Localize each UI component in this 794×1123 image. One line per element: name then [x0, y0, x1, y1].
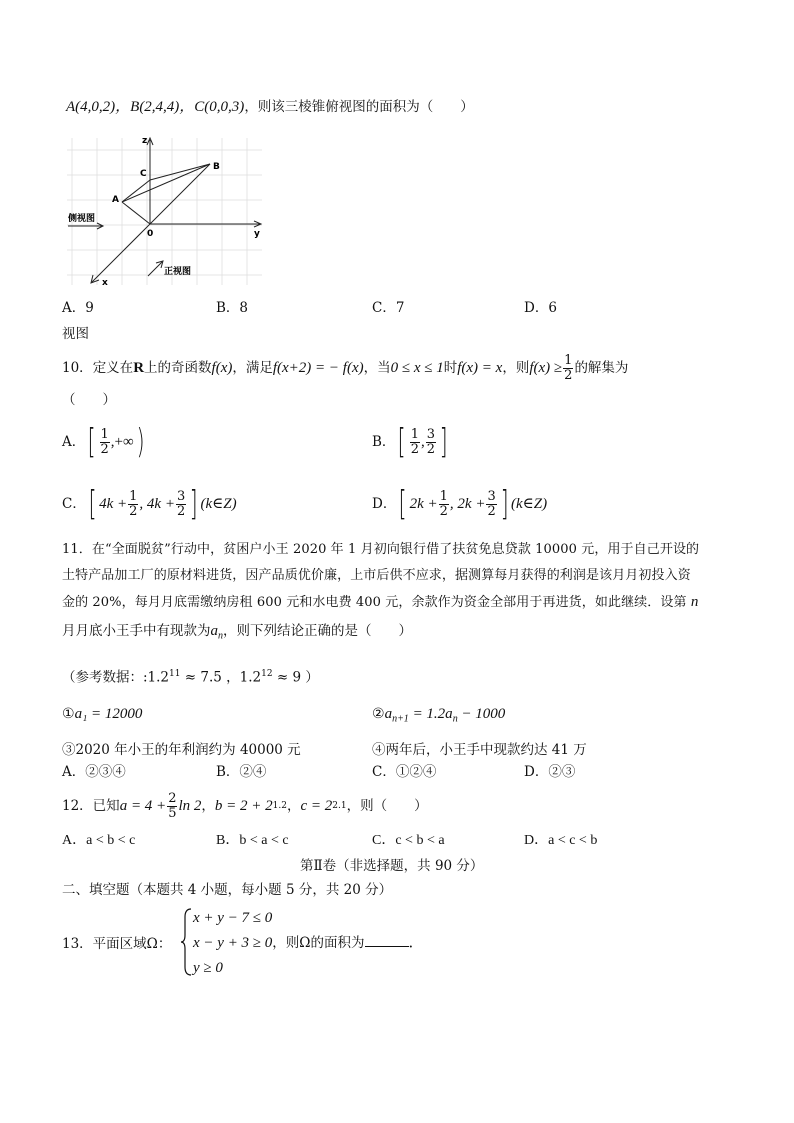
q11-math: a [384, 706, 393, 722]
q11-math: − 1000 [457, 706, 506, 722]
bracket-left: [ [398, 484, 407, 524]
q10-option-d [372, 484, 547, 524]
q10-option-a [62, 422, 147, 462]
fraction-denominator: 2 [129, 503, 138, 519]
q12-fraction [167, 792, 177, 821]
q12-text: ， [201, 798, 215, 814]
q10-option-c [62, 484, 237, 524]
q13-constraint-1: x + y − 7 ≤ 0 [193, 910, 273, 926]
q9-option-b: B．8 [216, 300, 249, 316]
figure-grid [67, 138, 262, 285]
q10-math: 0 ≤ x ≤ 1 [390, 360, 444, 376]
q13-text: ． [408, 935, 424, 951]
q13-constraint-2 [193, 933, 424, 953]
option-label: A． [62, 434, 86, 450]
paren-right: ) [136, 422, 145, 462]
fraction-numerator: 3 [487, 488, 496, 504]
option-math: , 4k + [139, 496, 175, 512]
q12-math: c = 2 [300, 798, 333, 814]
option-math: (k∈Z) [510, 496, 548, 512]
fraction-denominator: 2 [426, 441, 435, 457]
q9-option-c: C．7 [372, 300, 405, 316]
bracket-left: [ [87, 422, 96, 462]
bracket-left: [ [88, 484, 97, 524]
q11-text: 金的 20%，每月月底需缴纳房租 600 元和水电费 400 元，余款作为资金全部用于再进货，如此继续．设第 [62, 595, 687, 610]
q12-option-c: C．c < b < a [372, 833, 445, 848]
q11-option-c: C．①②④ [372, 764, 437, 780]
fraction-denominator: 2 [439, 503, 448, 519]
q11-line-3 [62, 592, 698, 613]
q9-figure [62, 130, 272, 290]
q12-sup: 2.1 [332, 801, 347, 811]
fraction-numerator: 1 [410, 426, 419, 442]
q12-math: b = 2 + 2 [214, 798, 273, 814]
fill-in-section-heading: 二、填空题（本题共 4 小题，每小题 5 分，共 20 分） [62, 882, 393, 898]
option-fraction [176, 490, 186, 519]
q12-text: ，则（ ） [346, 798, 428, 814]
part-2-title: 第Ⅱ卷（非选择题，共 90 分） [300, 858, 484, 874]
q10-real-set: R [133, 360, 145, 376]
bracket-left: [ [398, 422, 407, 462]
q12-math: a = 4 + [119, 798, 167, 814]
q11-text: ≈ 9 ） [272, 669, 319, 686]
bracket-right: ] [189, 484, 198, 524]
label-side-view: 侧视图 [68, 214, 96, 224]
option-math: 2k + [409, 496, 438, 512]
q10-text: 定义在 [92, 360, 134, 376]
q11-line-2: 土特产品加工厂的原材料进货，因产品质优价廉，上市后供不应求，据测算每月获得的利润是该月月初投入资 [62, 568, 691, 583]
q13-constraint-3: y ≥ 0 [193, 960, 223, 976]
q11-mark: ① [62, 706, 75, 722]
q9-points: A(4,0,2)，B(2,4,4)，C(0,0,3) [66, 99, 245, 115]
answer-blank[interactable] [365, 934, 409, 947]
q11-text: ≈ 7.5 ，1.2 [180, 669, 262, 686]
q10-text: ，当 [363, 360, 391, 376]
fraction-numerator: 3 [176, 488, 186, 504]
fraction-numerator: 3 [426, 426, 435, 442]
label-x: x [102, 278, 108, 288]
fraction-denominator: 2 [564, 367, 573, 383]
option-fraction [439, 490, 449, 519]
q11-math: n [690, 594, 699, 610]
q12-text: 12．已知 [62, 798, 120, 814]
label-a: A [112, 195, 119, 205]
q12-text: ， [286, 798, 301, 814]
fraction-numerator: 1 [129, 488, 138, 504]
q10-text: 的解集为 [574, 360, 629, 376]
option-label: C． [62, 496, 86, 512]
q11-statement-1 [62, 704, 142, 724]
q11-statement-3: ③2020 年小王的年利润约为 40000 元 [62, 742, 301, 758]
q11-text: 月月底小王手中有现款为 [62, 623, 211, 639]
q11-math: a [210, 623, 218, 639]
q10-fraction [563, 354, 573, 383]
q12-stem [62, 788, 428, 824]
bracket-right: ] [439, 422, 448, 462]
q10-math: f(x+2) = − f(x) [272, 360, 364, 376]
fraction-denominator: 5 [168, 805, 177, 821]
q13-math: x − y + 3 ≥ 0 [193, 935, 273, 951]
q10-math: f(x) ≥ [529, 360, 563, 376]
q13-pre: 13．平面区域Ω： [62, 936, 172, 952]
q11-reference-data [62, 664, 319, 688]
q9-stem [66, 97, 474, 117]
fraction-numerator: 1 [564, 352, 573, 368]
fraction-denominator: 2 [410, 441, 419, 457]
q9-trailing: 视图 [62, 326, 89, 342]
q12-sup: 1.2 [272, 801, 287, 811]
q11-option-d: D．②③ [524, 764, 576, 780]
q11-sup: 12 [261, 669, 273, 679]
fraction-numerator: 1 [439, 488, 448, 504]
q11-math: = 1.2a [408, 706, 453, 722]
bracket-right: ] [500, 484, 509, 524]
q10-stem [62, 348, 628, 388]
q10-option-b [372, 422, 450, 462]
q10-number: 10． [62, 360, 93, 376]
option-math: 4k + [99, 496, 128, 512]
label-c: C [140, 169, 147, 179]
q11-option-b: B．②④ [216, 764, 267, 780]
q12-option-b: B．b < a < c [216, 833, 289, 848]
figure-axes [91, 138, 261, 283]
option-label: B． [372, 434, 396, 450]
q9-stem-text: ，则该三棱锥俯视图的面积为（ ） [244, 99, 474, 115]
option-math: (k∈Z) [200, 496, 237, 512]
option-fraction [410, 428, 420, 457]
q10-paren: （ ） [62, 392, 116, 408]
fraction-numerator: 1 [100, 426, 109, 442]
q11-sup: 11 [169, 669, 181, 679]
q9-option-a: A．9 [62, 300, 94, 316]
q9-option-d: D．6 [524, 300, 557, 316]
option-fraction [486, 490, 496, 519]
q10-text: 上的奇函数 [144, 360, 212, 376]
q10-text: 时 [443, 360, 458, 376]
q11-math: a₁ = 12000 [74, 706, 143, 722]
label-z: z [142, 136, 148, 146]
q13-brace [181, 907, 193, 977]
fraction-denominator: 2 [100, 441, 109, 457]
option-label: D． [372, 496, 397, 512]
option-fraction [100, 428, 110, 457]
q11-line-1: 11．在“全面脱贫”行动中，贫困户小王 2020 年 1 月初向银行借了扶贫免息贷款 10000 元，用于自己开设的 [62, 542, 700, 557]
q11-math-sub: n [218, 630, 223, 642]
option-math: , 2k + [449, 496, 486, 512]
front-view-arrow [148, 261, 163, 276]
q11-text: ，则下列结论正确的是（ ） [223, 623, 412, 639]
q11-mark: ② [372, 706, 385, 722]
label-front-view: 正视图 [164, 267, 192, 277]
q11-text: （参考数据：:1.2 [62, 669, 170, 686]
fraction-numerator: 2 [168, 790, 177, 806]
q11-math-sub: n [452, 713, 458, 725]
q10-text: ，则 [502, 360, 530, 376]
q12-option-a: A．a < b < c [62, 833, 136, 848]
q13-text: ，则Ω的面积为 [272, 935, 365, 951]
option-fraction [426, 428, 436, 457]
q10-math: f(x) [211, 360, 233, 376]
fraction-denominator: 2 [487, 503, 496, 519]
q10-math: f(x) = x [457, 360, 503, 376]
fraction-denominator: 2 [176, 503, 186, 519]
label-y: y [254, 229, 260, 239]
label-origin: 0 [147, 229, 154, 239]
option-comma: , [420, 434, 425, 450]
q10-text: ，满足 [232, 360, 273, 376]
label-b: B [213, 162, 220, 172]
q12-math: ln 2 [178, 798, 202, 814]
q11-line-4 [62, 621, 412, 647]
q11-math-sub: n+1 [392, 713, 409, 725]
option-fraction [128, 490, 138, 519]
option-math: ,+∞ [110, 434, 134, 450]
q12-option-d: D．a < c < b [524, 833, 598, 848]
q11-statement-2 [372, 704, 505, 730]
q11-option-a: A．②③④ [62, 764, 126, 780]
q11-statement-4: ④两年后，小王手中现款约达 41 万 [372, 742, 587, 758]
